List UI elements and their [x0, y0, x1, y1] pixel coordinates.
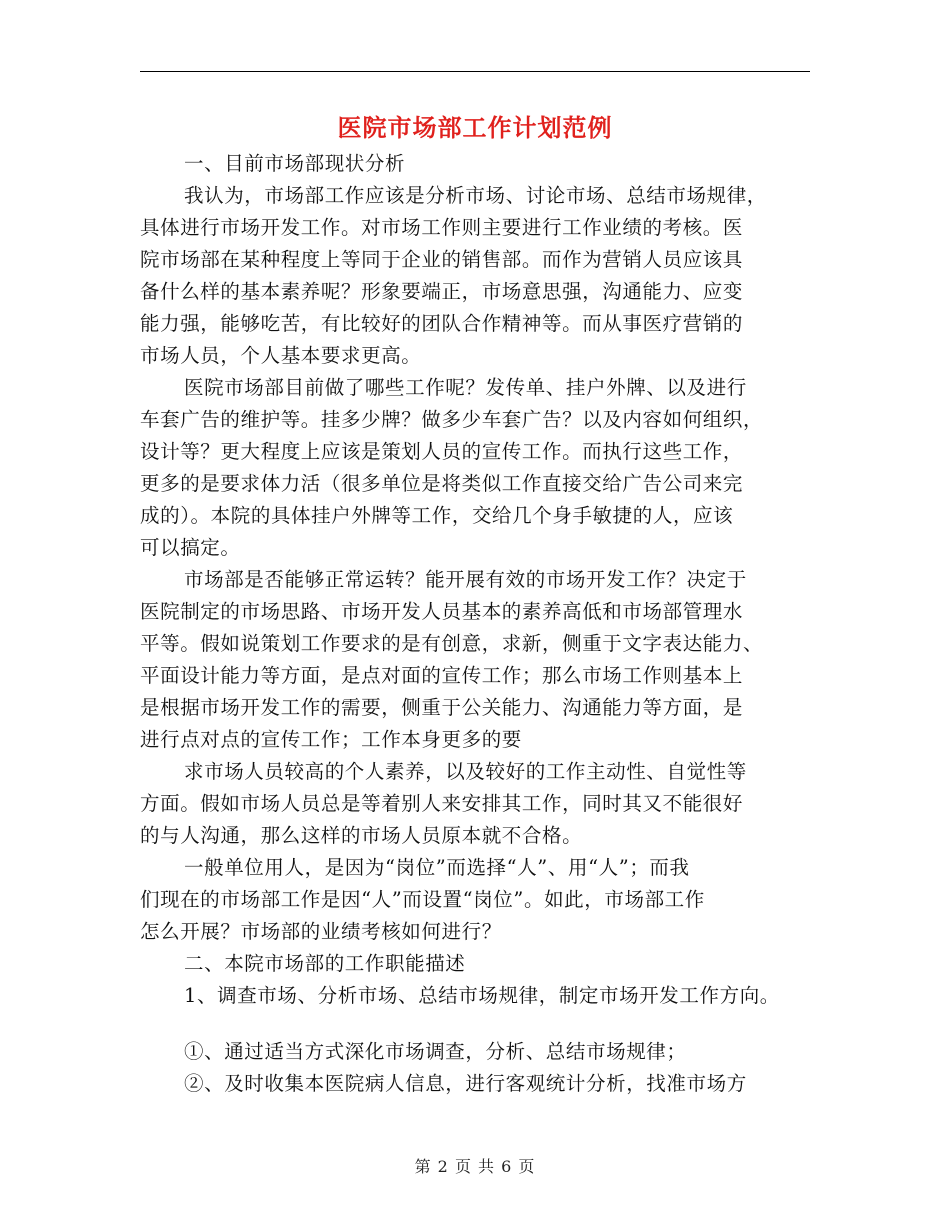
section-heading: 一、目前市场部现状分析 [184, 152, 406, 175]
paragraph-line: 设计等？更大程度上应该是策划人员的宣传工作。而执行这些工作， [140, 440, 744, 463]
list-item: 1、调查市场、分析市场、总结市场规律，制定市场开发工作方向。 [184, 984, 780, 1007]
paragraph-line: 可以搞定。 [140, 536, 241, 559]
paragraph-line: 能力强，能够吃苦，有比较好的团队合作精神等。而从事医疗营销的 [140, 312, 744, 335]
paragraph-line: 市场人员，个人基本要求更高。 [140, 344, 422, 367]
paragraph-line: 求市场人员较高的个人素养，以及较好的工作主动性、自觉性等 [184, 760, 747, 783]
paragraph-line: 一般单位用人，是因为“岗位”而选择“人”、用“人”；而我 [184, 856, 690, 879]
paragraph-line: 医院市场部目前做了哪些工作呢？发传单、挂户外牌、以及进行 [184, 376, 747, 399]
paragraph-line: 的与人沟通，那么这样的市场人员原本就不合格。 [140, 824, 583, 847]
list-item: ②、及时收集本医院病人信息，进行客观统计分析，找准市场方 [184, 1072, 747, 1095]
paragraph-line: 具体进行市场开发工作。对市场工作则主要进行工作业绩的考核。医 [140, 216, 744, 239]
paragraph-line: 方面。假如市场人员总是等着别人来安排其工作，同时其又不能很好 [140, 792, 744, 815]
paragraph-line: 成的）。本院的具体挂户外牌等工作，交给几个身手敏捷的人，应该 [140, 504, 734, 527]
header-rule [140, 71, 810, 72]
paragraph-line: 平面设计能力等方面，是点对面的宣传工作；那么市场工作则基本上 [140, 664, 744, 687]
paragraph-line: 院市场部在某种程度上等同于企业的销售部。而作为营销人员应该具 [140, 248, 744, 271]
list-item: ①、通过适当方式深化市场调查，分析、总结市场规律； [184, 1040, 687, 1063]
paragraph-line: 怎么开展？市场部的业绩考核如何进行？ [140, 920, 502, 943]
paragraph-line: 平等。假如说策划工作要求的是有创意，求新，侧重于文字表达能力、 [140, 632, 764, 655]
document-body [140, 148, 830, 1100]
document-title: 医院市场部工作计划范例 [337, 113, 613, 142]
paragraph-line: 进行点对点的宣传工作；工作本身更多的要 [140, 728, 522, 751]
section-heading: 二、本院市场部的工作职能描述 [184, 952, 466, 975]
paragraph-line: 我认为，市场部工作应该是分析市场、讨论市场、总结市场规律， [184, 184, 767, 207]
paragraph-line: 医院制定的市场思路、市场开发人员基本的素养高低和市场部管理水 [140, 600, 744, 623]
paragraph-line: 市场部是否能够正常运转？能开展有效的市场开发工作？决定于 [184, 568, 747, 591]
page-number: 第 2 页 共 6 页 [414, 1157, 536, 1176]
paragraph-line: 是根据市场开发工作的需要，侧重于公关能力、沟通能力等方面，是 [140, 696, 744, 719]
paragraph-line: 车套广告的维护等。挂多少牌？做多少车套广告？以及内容如何组织， [140, 408, 764, 431]
paragraph-line: 们现在的市场部工作是因“人”而设置“岗位”。如此，市场部工作 [140, 888, 705, 911]
paragraph-gap [140, 1012, 830, 1036]
paragraph-line: 备什么样的基本素养呢？形象要端正，市场意思强，沟通能力、应变 [140, 280, 744, 303]
paragraph-line: 更多的是要求体力活（很多单位是将类似工作直接交给广告公司来完 [140, 472, 744, 495]
